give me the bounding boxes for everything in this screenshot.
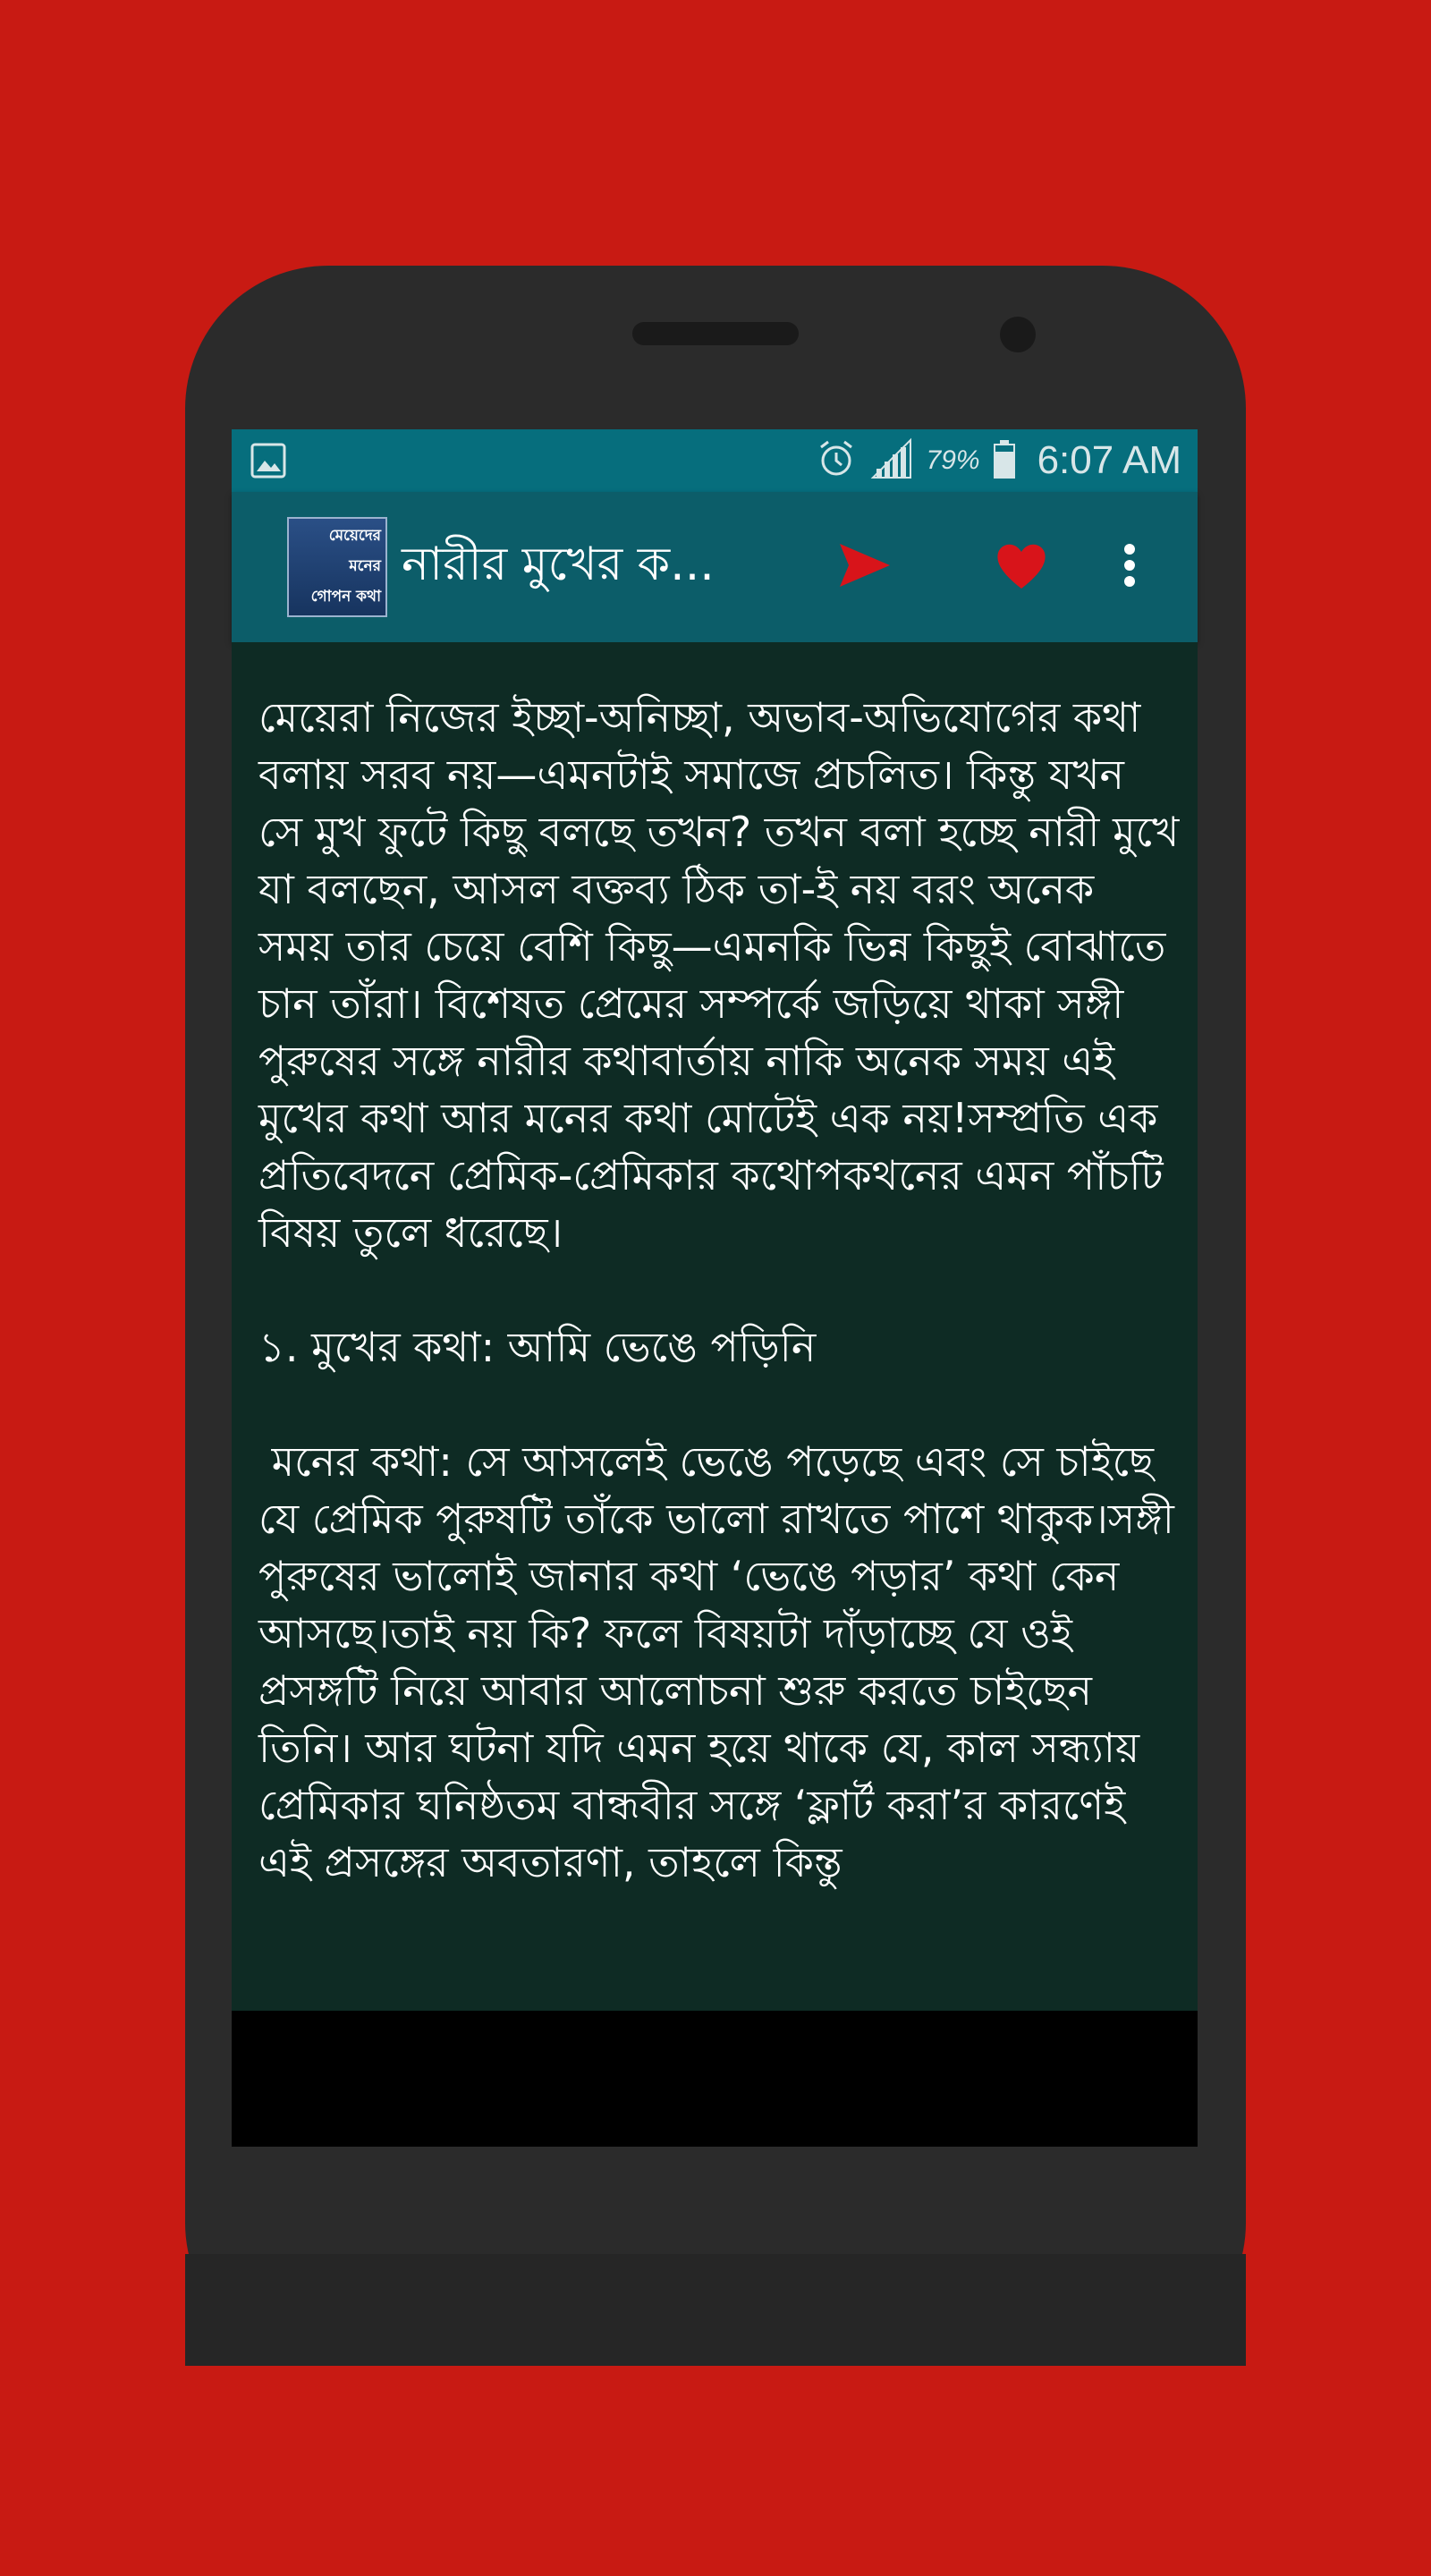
more-vert-icon <box>1122 540 1137 595</box>
article-scroll-area[interactable] <box>232 642 1198 2011</box>
phone-speaker <box>632 322 799 345</box>
logo-line-2: মনের <box>349 557 381 575</box>
phone-chin <box>185 2254 1246 2366</box>
phone-camera <box>1000 317 1036 352</box>
heart-icon <box>995 540 1048 595</box>
status-indicators <box>816 429 1181 492</box>
logo-line-1: মেয়েদের <box>328 527 381 545</box>
battery-icon <box>993 438 1016 484</box>
app-bar <box>232 492 1198 642</box>
logo-line-3: গোপন কথা <box>310 588 381 606</box>
screen <box>232 429 1198 2147</box>
image-icon <box>250 442 287 484</box>
overflow-menu-button[interactable] <box>1103 531 1156 603</box>
status-bar <box>232 429 1198 492</box>
clock: 6:07 AM <box>1037 438 1181 482</box>
signal-bars-icon <box>869 438 914 484</box>
send-icon <box>836 540 893 595</box>
app-logo[interactable] <box>287 517 387 617</box>
alarm-clock-icon <box>816 438 857 484</box>
page-title: নারীর মুখের ক... <box>402 538 715 591</box>
favorite-button[interactable] <box>986 531 1057 603</box>
battery-percent: 79% <box>926 445 980 475</box>
share-button[interactable] <box>829 531 901 603</box>
phone-frame <box>185 266 1246 2366</box>
article-text: মেয়েরা নিজের ইচ্ছা-অনিচ্ছা, অভাব-অভিযোগের কথা বলায় সরব নয়—এমনটাই সমাজে প্রচলিত। কিন্তু যখন সে মুখ ফুটে কিছু বলছে তখন? তখন বলা হচ্ছে নারী মুখে যা বলছেন, আসল বক্তব্য ঠিক তা-ই নয় বরং অনেক সময় তার চেয়ে বেশি কিছু—এমনকি ভিন্ন কিছুই বোঝাতে চান তাঁরা। বিশেষত প্রেমের সম্পর্কে জড়িয়ে থাকা সঙ্গী পুরুষের সঙ্গে নারীর কথাবার্তায় নাকি অনেক সময় এই মুখের কথা আর মনের কথা মোটেই এক নয়!সম্প্রতি এক প্রতিবেদনে প্রেমিক-প্রেমিকার কথোপকথনের এমন পাঁচটি বিষয় তুলে ধরেছে। ১. মুখের কথা: আমি ভেঙে পড়িনি মনের কথা: সে আসলেই ভেঙে পড়েছে এবং সে চাইছে যে প্রেমিক পুরুষটি তাঁকে ভালো রাখতে পাশে থাকুক।সঙ্গী পুরুষের ভালোই জানার কথা ‘ভেঙে পড়ার’ কথা কেন আসছে।তাই নয় কি? ফলে বিষয়টা দাঁড়াচ্ছে যে ওই প্রসঙ্গটি নিয়ে আবার আলোচনা শুরু করতে চাইছেন তিনি। আর ঘটনা যদি এমন হয়ে থাকে যে, কাল সন্ধ্যায় প্রেমিকার ঘনিষ্ঠতম বান্ধবীর সঙ্গে ‘ফ্লার্ট করা’র কারণেই এই প্রসঙ্গের অবতারণা, তাহলে কিন্তু <box>258 693 1180 1886</box>
bottom-ad-area <box>232 2011 1198 2147</box>
